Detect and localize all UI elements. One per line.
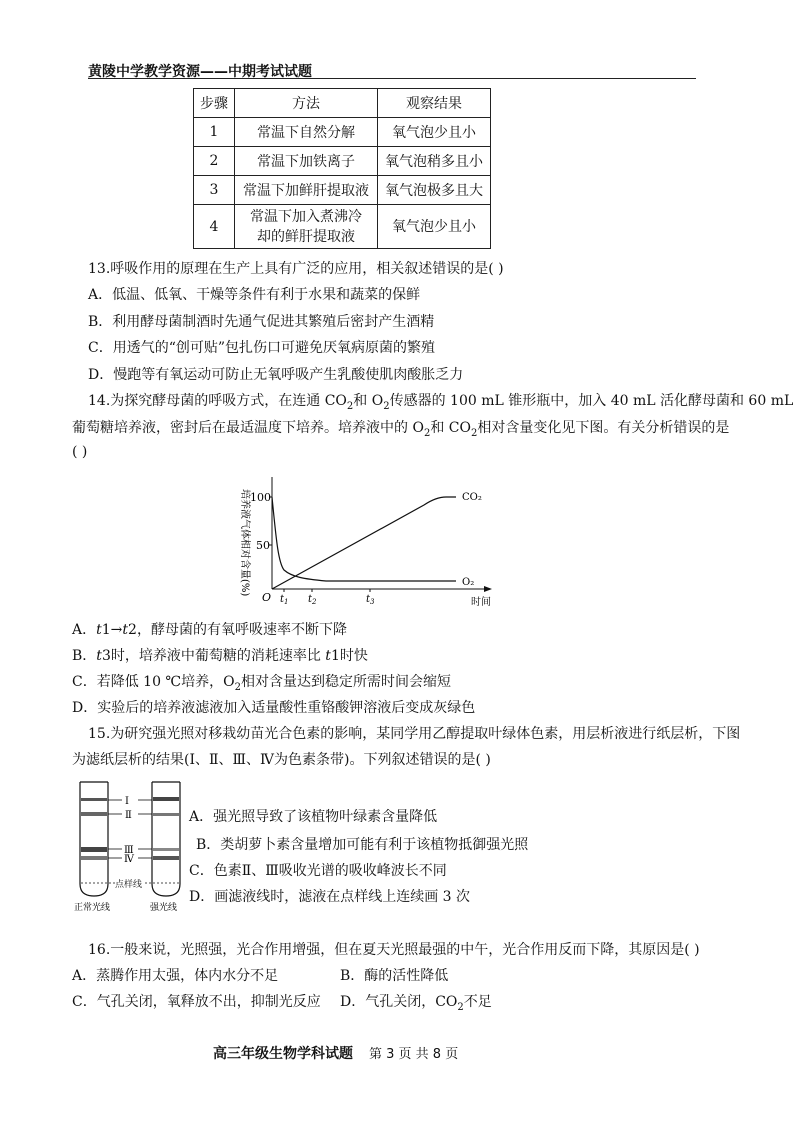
table-row	[194, 147, 491, 176]
y-tick-label: 100	[250, 491, 271, 504]
tube-label-normal: 正常光线	[74, 903, 111, 913]
header-rule	[88, 78, 696, 79]
table-cell: 常温下自然分解	[235, 118, 378, 147]
q15-stem-line2: 为滤纸层析的结果(Ⅰ、Ⅱ、Ⅲ、Ⅳ为色素条带)。下列叙述错误的是( )	[72, 752, 491, 768]
gas-content-chart	[236, 467, 496, 617]
table-cell: 3	[194, 176, 235, 205]
table-cell: 1	[194, 118, 235, 147]
band-label-3: Ⅲ	[124, 845, 134, 856]
q14-stem-line1: 14.为探究酵母菌的呼吸方式，在连通 $CO_2$和 $O_2$传感器的 100 mL 锥形瓶中，加入 40 mL 活化酵母菌和 60 mL	[88, 393, 794, 412]
q13-option-a: A．低温、低氧、干燥等条件有利于水果和蔬菜的保鲜	[88, 287, 421, 303]
q14-option-b: B．t3时，培养液中葡萄糖的消耗速率比 t1时快	[72, 648, 368, 664]
q13-option-d: D．慢跑等有氧运动可防止无氧呼吸产生乳酸使肌肉酸胀乏力	[88, 367, 464, 383]
table-cell: 常温下加铁离子	[235, 147, 378, 176]
table-cell: 4	[194, 205, 235, 249]
o2-series-line	[272, 497, 456, 581]
co2-series-label: CO₂	[462, 492, 482, 503]
page-number: 第 3 页 共 8 页	[369, 1047, 459, 1062]
band-normal-4	[81, 856, 107, 860]
q14-option-d: D．实验后的培养液滤液加入适量酸性重铬酸钾溶液后变成灰绿色	[72, 700, 476, 716]
q13-stem: 13.呼吸作用的原理在生产上具有广泛的应用，相关叙述错误的是( )	[88, 261, 504, 277]
chromatography-diagram	[72, 776, 192, 916]
band-normal-2	[81, 812, 107, 816]
x-axis-label: 时间	[471, 597, 491, 608]
band-label-1: Ⅰ	[125, 796, 129, 807]
table-cell: 2	[194, 147, 235, 176]
table-header: 步骤	[194, 89, 235, 118]
band-label-4: Ⅳ	[124, 854, 134, 865]
page-footer	[213, 1043, 458, 1063]
table-cell: 氧气泡极多且大	[378, 176, 491, 205]
dot-line-label: 点样线	[115, 880, 143, 890]
table-cell: 氧气泡少且小	[378, 118, 491, 147]
experiment-table	[193, 88, 491, 249]
band-label-2: Ⅱ	[125, 810, 132, 821]
band-normal-3	[81, 847, 107, 852]
q16-option-c: C．气孔关闭，氧释放不出，抑制光反应	[72, 994, 321, 1010]
band-strong-2	[153, 813, 179, 816]
q14-option-c: C．若降低 10 ℃培养，$O_2$相对含量达到稳定所需时间会缩短	[72, 674, 451, 693]
table-header: 方法	[235, 89, 378, 118]
band-strong-1	[153, 797, 179, 801]
origin-label: O	[262, 591, 272, 604]
footer-title: 高三年级生物学科试题	[213, 1046, 353, 1062]
band-normal-1	[81, 798, 107, 801]
cell-line: 却的鲜肝提取液	[257, 228, 355, 245]
q15-stem-line1: 15.为研究强光照对移栽幼苗光合色素的影响，某同学用乙醇提取叶绿体色素，用层析液进行纸层析，下图	[88, 726, 741, 742]
q15-option-d: D．画滤液线时，滤液在点样线上连续画 3 次	[189, 889, 471, 905]
q14-stem-line2: 葡萄糖培养液，密封后在最适温度下培养。培养液中的 $O_2$和 $CO_2$相对含量变化见下图。有关分析错误的是	[72, 420, 730, 439]
band-strong-3	[153, 848, 179, 851]
table-row	[194, 176, 491, 205]
table-row	[194, 118, 491, 147]
y-axis-label: 培养液气体相对含量(%)	[239, 489, 250, 597]
table-cell: 氧气泡稍多且小	[378, 147, 491, 176]
q14-stem-line3: ( )	[72, 444, 88, 460]
page-header: 黄陵中学教学资源——中期考试试题	[88, 64, 312, 80]
x-tick-label-t2: $t_2$	[308, 594, 317, 606]
q16-stem: 16.一般来说，光照强，光合作用增强，但在夏天光照最强的中午，光合作用反而下降，其原因是( )	[88, 942, 700, 958]
q13-option-b: B．利用酵母菌制酒时先通气促进其繁殖后密封产生酒精	[88, 314, 435, 330]
table-row	[194, 205, 491, 249]
x-tick-label-t3: $t_3$	[366, 594, 375, 606]
q14-option-a: A．t1→t2，酵母菌的有氧呼吸速率不断下降	[72, 622, 347, 638]
q16-option-a: A．蒸腾作用太强，体内水分不足	[72, 968, 279, 984]
table-header: 观察结果	[378, 89, 491, 118]
band-strong-4	[153, 856, 179, 860]
cell-line: 常温下加入煮沸冷	[250, 208, 362, 225]
q16-option-d: D．气孔关闭，$CO_2$不足	[340, 994, 492, 1013]
table-cell: 氧气泡少且小	[378, 205, 491, 249]
q15-option-b: B．类胡萝卜素含量增加可能有利于该植物抵御强光照	[196, 837, 529, 853]
o2-series-label: O₂	[462, 577, 475, 588]
table-header-row	[194, 89, 491, 118]
x-tick-label-t1: $t_1$	[280, 594, 289, 606]
x-axis-arrow	[484, 586, 492, 592]
q13-option-c: C．用透气的“创可贴”包扎伤口可避免厌氧病原菌的繁殖	[88, 340, 436, 356]
q15-option-c: C．色素Ⅱ、Ⅲ吸收光谱的吸收峰波长不同	[189, 863, 447, 879]
table-cell: 常温下加鲜肝提取液	[235, 176, 378, 205]
tube-label-strong: 强光线	[150, 903, 178, 913]
table-cell-multiline	[235, 205, 378, 249]
y-tick-label: 50	[256, 539, 270, 552]
q16-option-b: B．酶的活性降低	[340, 968, 449, 984]
q15-option-a: A．强光照导致了该植物叶绿素含量降低	[189, 809, 438, 825]
co2-series-line	[272, 497, 456, 589]
